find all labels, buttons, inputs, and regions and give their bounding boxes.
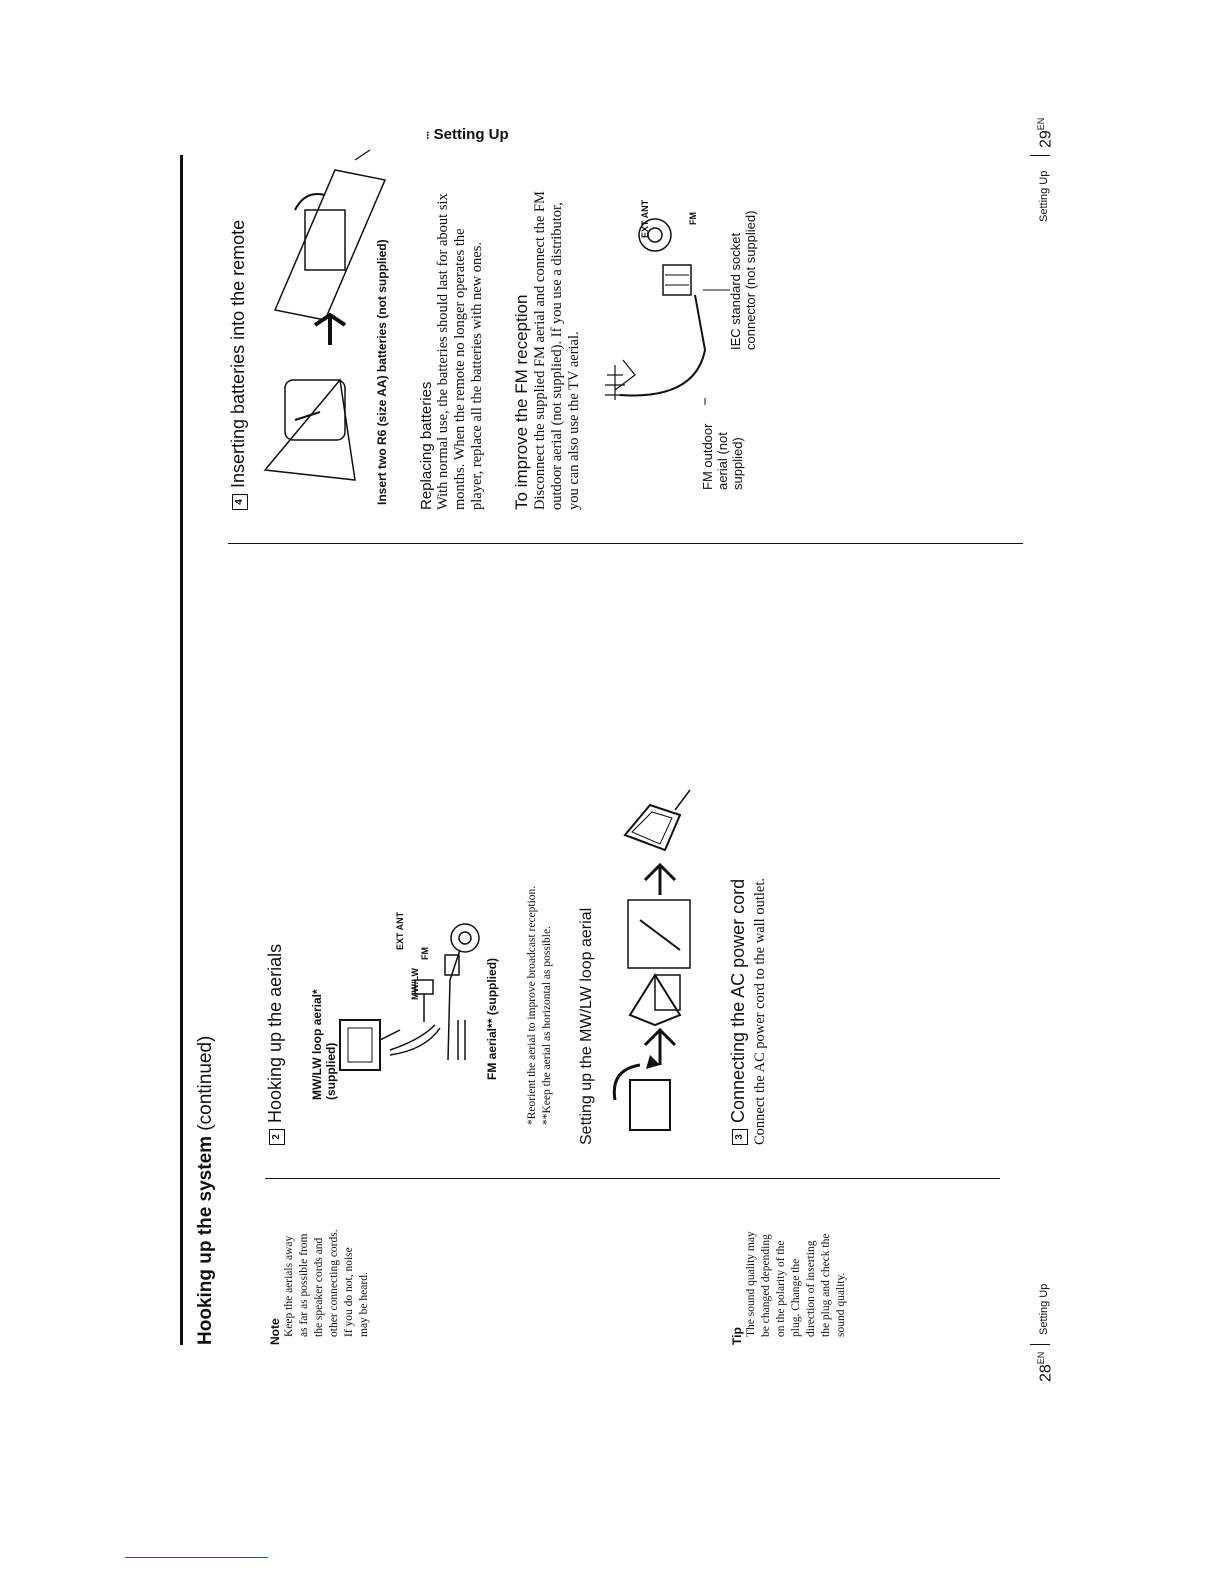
right-footer-rule	[1030, 155, 1050, 156]
right-footer-section: Setting Up	[1038, 170, 1050, 222]
note-line: Keep the aerials away	[283, 1235, 295, 1337]
note-line: other connecting cords.	[328, 1229, 340, 1337]
note-line: may be heard.	[358, 1272, 370, 1337]
note-line: as far as possible from	[298, 1233, 310, 1337]
step4-heading: 4Inserting batteries into the remote	[228, 220, 249, 510]
fm-fm-term: FM	[688, 212, 698, 225]
loop-aerial-setup-illustration	[610, 800, 710, 1140]
aerial-connection-diagram	[330, 910, 490, 1090]
step3-text: Connect the AC power cord to the wall outlet.	[752, 878, 768, 1145]
tip-line: sound quality.	[835, 1272, 847, 1337]
page-title: Hooking up the system (continued)	[195, 1035, 216, 1345]
fm-aerial-label: FM aerial** (supplied)	[485, 957, 499, 1080]
mwlw-term: MW/LW	[410, 968, 420, 1000]
battery-caption: Insert two R6 (size AA) batteries (not supplied)	[375, 239, 389, 505]
right-column-rule	[228, 543, 1023, 544]
step3-heading: 3Connecting the AC power cord	[728, 879, 749, 1145]
tip-line: direction of inserting	[805, 1240, 817, 1337]
note-block	[268, 1195, 372, 1345]
loop-aerial-subheading: Setting up the MW/LW loop aerial	[578, 907, 595, 1145]
tip-label: Tip	[730, 1327, 744, 1345]
tab-marker-icon: ⁝	[426, 130, 430, 142]
fm-ext-ant-term: EXT ANT	[640, 199, 650, 238]
tip-line: The sound quality may	[745, 1231, 757, 1337]
right-header-rule	[180, 155, 183, 175]
bottom-link-underline	[125, 1557, 268, 1558]
left-page-number: $28^{EN}$	[1036, 1351, 1055, 1382]
tip-line: the plug and check the	[820, 1233, 832, 1337]
replacing-batteries: Replacing batteries With normal use, the batteries should last for about six months. When the remote no longer operates the player, replace all the batteries with new ones.	[418, 193, 485, 510]
tip-line: plug. Change the	[790, 1258, 802, 1337]
section-tab: ⁝ Setting Up	[426, 126, 509, 143]
note-label: Note	[268, 1318, 282, 1345]
left-footer-rule	[1030, 1344, 1050, 1345]
tip-line: on the polarity of the	[775, 1240, 787, 1337]
column-rule	[265, 1178, 1000, 1179]
left-footer-section: Setting Up	[1038, 1283, 1050, 1335]
remote-battery-illustration	[235, 150, 385, 490]
iec-socket-label: IEC standard socket connector (not supplied)	[728, 210, 758, 350]
mwlw-aerial-label: MW/LW loop aerial* (supplied)	[310, 989, 338, 1100]
fm-outdoor-label: FM outdoor aerial (not supplied)	[700, 423, 745, 490]
header-rule	[180, 155, 183, 1345]
ext-ant-term: EXT ANT	[395, 911, 405, 950]
fm-term: FM	[420, 947, 430, 960]
right-page-number: $29^{EN}$	[1036, 117, 1055, 148]
aerial-footnotes: *Reorient the aerial to improve broadcast reception. **Keep the aerial as horizontal as possible.	[526, 885, 553, 1125]
fm-reception: To improve the FM reception Disconnect the supplied FM aerial and connect the FM outdoor aerial (not supplied). If you use a distributor, you can also use the TV aerial.	[512, 191, 582, 510]
tip-block	[730, 1165, 849, 1345]
fm-outdoor-diagram	[595, 200, 705, 430]
note-line: If you do not, noise	[343, 1247, 355, 1337]
step2-heading: 2Hooking up the aerials	[265, 944, 286, 1145]
tip-line: be changed depending	[760, 1234, 772, 1337]
note-line: the speaker cords and	[313, 1237, 325, 1337]
